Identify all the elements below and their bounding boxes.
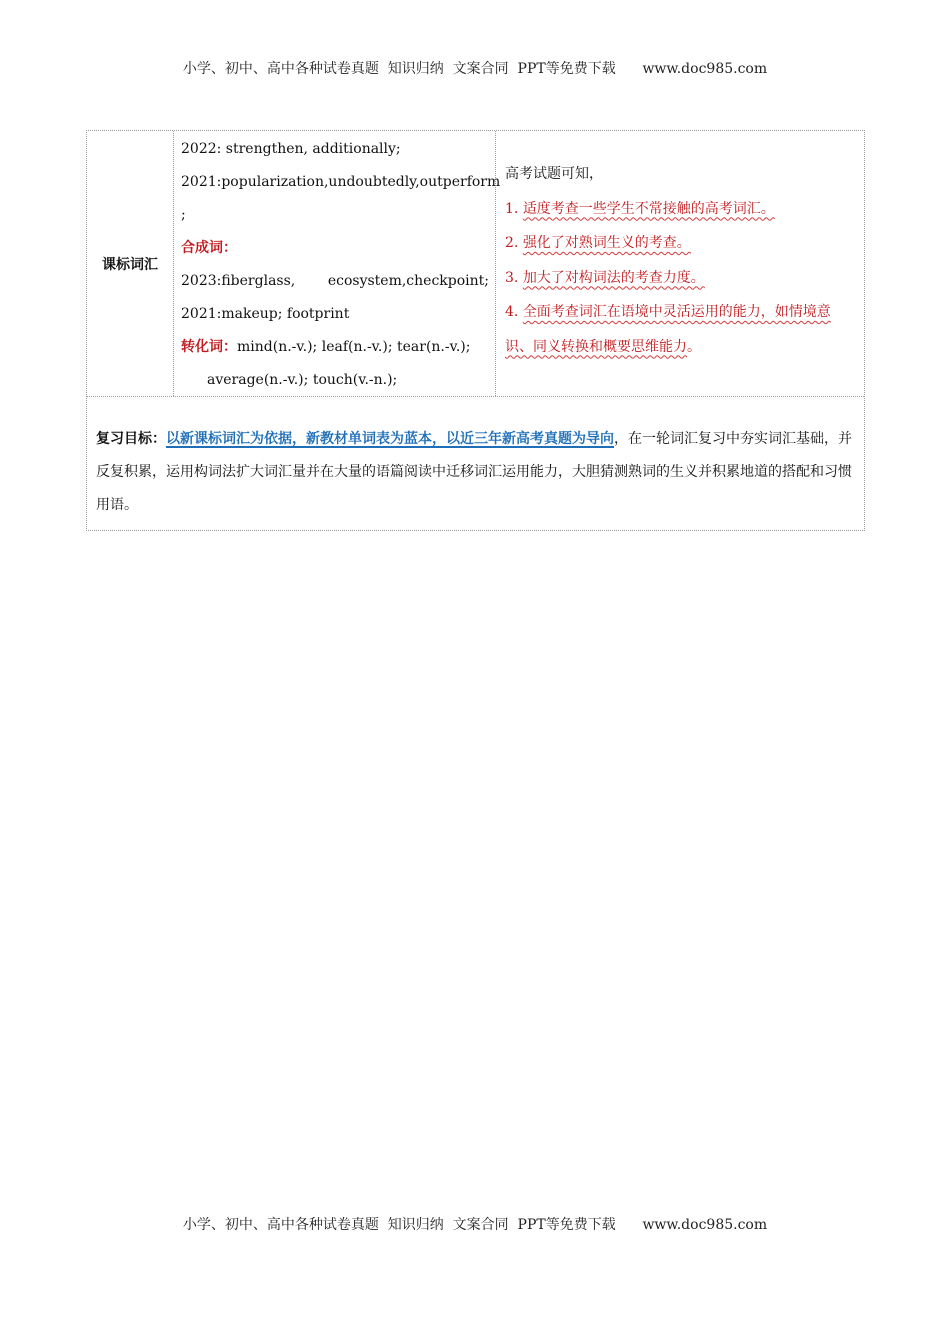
vocabulary-table	[86, 130, 865, 531]
compound-words-heading: 合成词：	[181, 240, 237, 256]
review-goal-label: 复习目标：	[96, 431, 166, 447]
review-goal-text: ，在一轮词汇复习中夯实词汇基础，并反复积累，运用构词法扩大词汇量并在大量的语篇阅读中迁移词汇运用能力，大胆猜测熟词的生义并积累地道的搭配和习惯用语。	[96, 431, 852, 513]
note-item-4	[505, 295, 856, 364]
vocabulary-row	[87, 131, 864, 397]
exam-notes-cell	[496, 131, 864, 396]
note-number: 2.	[505, 235, 523, 251]
note-text: 加大了对构词法的考查力度。	[522, 269, 705, 286]
words-2021: 2021:popularization,undoubtedly,outperform	[181, 174, 501, 190]
note-item-3	[505, 261, 856, 296]
compound-2023-part1: 2023:fiberglass,	[181, 273, 296, 289]
conversion-words-2: average(n.-v.); touch(v.-n.);	[207, 372, 398, 388]
review-goal-link[interactable]: 以新课标词汇为依据，新教材单词表为蓝本，以近三年新高考真题为导向	[166, 431, 614, 447]
page-footer: 小学、初中、高中各种试卷真题 知识归纳 文案合同 PPT等免费下载 www.doc985.com	[182, 1217, 768, 1233]
words-2022: 2022: strengthen, additionally;	[181, 141, 401, 157]
compound-words-2023	[181, 265, 489, 298]
note-text: 适度考查一些学生不常接触的高考词汇。	[522, 200, 775, 217]
compound-words-2021: 2021:makeup; footprint	[181, 306, 350, 322]
note-text: 强化了对熟词生义的考查。	[522, 235, 691, 251]
note-tail: 。	[687, 338, 701, 355]
page-header: 小学、初中、高中各种试卷真题 知识归纳 文案合同 PPT等免费下载 www.doc985.com	[182, 61, 768, 77]
conversion-words-heading: 转化词：	[181, 339, 237, 355]
conversion-words-1: mind(n.-v.); leaf(n.-v.); tear(n.-v.);	[237, 339, 471, 355]
row-label: 课标词汇	[87, 131, 174, 396]
note-item-1	[505, 192, 856, 227]
note-text: 全面考查词汇在语境中灵活运用的能力，如情境意识、同义转换和概要思维能力	[505, 304, 831, 355]
notes-intro: 高考试题可知，	[505, 166, 603, 182]
review-goal-row	[87, 397, 864, 530]
word-list-cell	[174, 131, 501, 396]
note-number: 3.	[505, 269, 523, 286]
note-number: 4.	[505, 304, 523, 320]
conversion-words-line	[181, 331, 489, 364]
compound-2023-part2: ecosystem,checkpoint;	[327, 273, 489, 289]
words-2021-continued: ;	[181, 207, 186, 223]
note-item-2	[505, 226, 856, 261]
note-number: 1.	[505, 200, 523, 217]
